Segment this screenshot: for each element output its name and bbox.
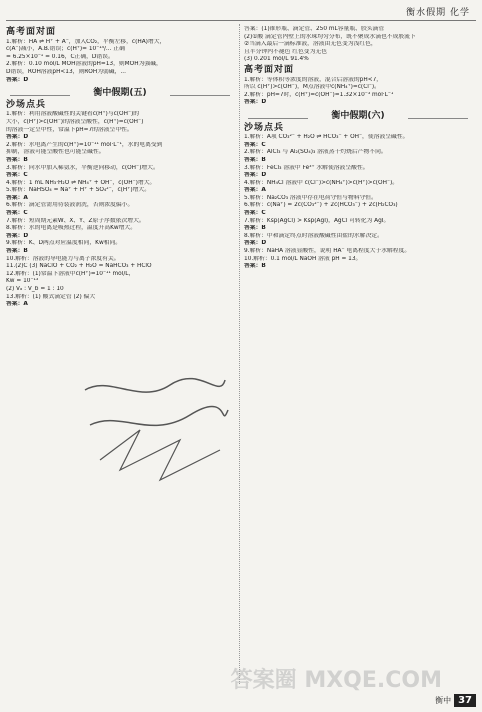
text-line: 1.解析：利用溶液酸碱性的关键看c(H⁺)与c(OH⁻)的 <box>6 111 140 118</box>
text-line: 1.解析：等体积等浓度的溶液，混合后溶液的pH<7， <box>244 76 383 83</box>
text-line: 4.解析：1 mL NH₃·H₂O ⇌ NH₄⁺ + OH⁻，c(OH⁻)增大。 <box>6 179 156 186</box>
text-line: Kw = 10⁻¹³ <box>6 278 39 285</box>
text-line: 6.解析：c(Na⁺) = 2c(CO₃²⁻) + 2c(HCO₃⁻) + 2c(H₂CO₃) <box>244 202 398 209</box>
text-line: 4.解析：NH₄Cl 溶液中 c(Cl⁻)>c(NH₄⁺)>c(H⁺)>c(OH⁻)。 <box>244 179 399 186</box>
text-line: 8.解析：水的电离是吸热过程，温度升高Kw增大。 <box>6 225 137 232</box>
answer: 答案：D <box>244 240 267 247</box>
answer: 答案：A <box>6 301 28 308</box>
text-line: (2) Vₐ : V_b = 1 : 10 <box>6 286 64 292</box>
text-line: 1.解析：HA ⇌ H⁺ + A⁻，加入CO₂，平衡左移，c(HA)增大， <box>6 38 166 45</box>
page-footer <box>435 695 476 706</box>
text-line: 6.解析：滴定管需用待装液润洗，否则浓度偏小。 <box>6 202 134 209</box>
watermark: 答案圈 MXQE.COM <box>230 668 442 693</box>
text-line: (3) 0.201 mol/L 91.4% <box>244 56 309 63</box>
text-line: 10.解析：溶液的导电能力与离子浓度有关。 <box>6 255 120 262</box>
text-line: 的溶液一定呈中性，常温下pH=7的溶液呈中性。 <box>6 126 133 133</box>
answer: 答案：C <box>244 141 266 148</box>
header-rule <box>6 20 476 21</box>
text-line: c(A⁻)减小，A.B.错误；c(H⁺)= 10⁻¹⁴/... 正确 <box>6 46 125 53</box>
text-line: 1.解析：A项 CO₃²⁻ + H₂O ⇌ HCO₃⁻ + OH⁻，使溶液呈碱性。 <box>244 134 409 141</box>
answer: 答案：D <box>244 172 267 179</box>
text-line: 3.解析：向水中加入稀氨水，平衡逆向移动，c(OH⁻)增大。 <box>6 164 159 171</box>
right-column <box>244 26 472 271</box>
left-column <box>6 26 234 309</box>
text-line: 12.解析：(1)常温下溶液中c(H⁺)=10⁻¹¹ mol/L， <box>6 270 135 277</box>
text-line: 且半分钟内不褪色 红色变为无色 <box>244 48 327 55</box>
answer: 答案：C <box>244 210 266 217</box>
text-line: 2.解析：AlCl₃ 与 Al₂(SO₄)₃ 溶液蒸干灼烧后产物不同。 <box>244 149 387 156</box>
text-line: 9.解析：NaHA 溶液显酸性，说明 HA⁻ 电离程度大于水解程度。 <box>244 248 411 255</box>
text-line: 抑制，溶液可能呈酸性也可能呈碱性。 <box>6 149 105 156</box>
text-line: 2.解析：0.10 mol/L MOH溶液的pH=13，则MOH为强碱， <box>6 61 162 68</box>
section-heading: 沙场点兵 <box>244 122 285 133</box>
page-header <box>0 0 482 22</box>
section-heading: 高考面对面 <box>244 64 295 75</box>
answer: 答案：D <box>6 76 29 83</box>
text-line: 5.解析：Na₂CO₃ 溶液中存在电荷守恒与物料守恒。 <box>244 194 377 201</box>
text-line: 13.解析：(1) 酸式滴定管 (2) 偏大 <box>6 293 96 300</box>
text-line: 大小，c(H⁺)>c(OH⁻)的溶液呈酸性，c(H⁺)=c(OH⁻) <box>6 118 144 125</box>
text-line: 3.解析：FeCl₃ 溶液中 Fe³⁺ 水解使溶液呈酸性。 <box>244 164 369 171</box>
header-title: 衡水假期 化学 <box>406 8 470 18</box>
chapter-heading: 衡中假期(六) <box>244 113 472 121</box>
section-heading: 沙场点兵 <box>6 99 47 110</box>
text-line: 2.解析：水电离产生的c(H⁺)=10⁻¹¹ mol·L⁻¹，水的电离受到 <box>6 141 163 148</box>
answer: 答案：D <box>6 232 29 239</box>
answer: 答案：C <box>6 172 28 179</box>
text-line: 所以 c(H⁺)>c(OH⁻)，M点溶液中c(NH₄⁺)=c(Cl⁻)。 <box>244 84 380 91</box>
answer: 答案：B <box>6 248 28 255</box>
answer: 答案：B <box>244 156 266 163</box>
text-line: 5.解析：NaHSO₄ = Na⁺ + H⁺ + SO₄²⁻，c(H⁺)增大。 <box>6 187 150 194</box>
text-line: 2.解析：pH=7时，c(H⁺)=c(OH⁻)=1.32×10⁻³ mol·L⁻¹ <box>244 91 394 98</box>
text-line: 7.解析：Ksp(AgCl) > Ksp(AgI)，AgCl 可转化为 AgI。 <box>244 217 390 224</box>
text-line: 答案：(1)锥形瓶、滴定管、250 mL容量瓶、胶头滴管 <box>244 26 385 32</box>
answer: 答案：B <box>244 225 266 232</box>
answer: 答案：D <box>6 134 29 141</box>
column-divider <box>239 24 240 684</box>
text-line: 10.解析：0.1 mol/L NaOH 溶液 pH = 13。 <box>244 255 362 262</box>
answer: 答案：B <box>6 156 28 163</box>
answer: 答案：B <box>244 263 266 270</box>
answer: 答案：A <box>6 194 28 201</box>
answer: 答案：D <box>244 99 267 106</box>
footer-label: 衡中 <box>435 696 452 705</box>
answer: 答案：C <box>6 210 28 217</box>
page-number: 37 <box>454 694 476 707</box>
text-line: ②当滴入最后一滴标准液，溶液由无色变为浅红色， <box>244 41 377 48</box>
text-line: D错误，ROH溶液pH<13，则ROH为弱碱，... <box>6 68 126 75</box>
text-line: 11.(2)C (3) NaClO + CO₂ + H₂O = NaHCO₃ + HClO <box>6 263 152 270</box>
text-line: = 6.25×10⁻¹ = 0.16，C正确，D错误。 <box>6 53 114 60</box>
text-line: 7.解析：短周期元素W、X、Y、Z原子序数依次增大。 <box>6 217 145 224</box>
text-line: 9.解析：K、D两点对应温度相同，Kw相同。 <box>6 240 122 247</box>
chapter-heading: 衡中假期(五) <box>6 90 234 98</box>
handwriting-scribble <box>80 370 230 490</box>
text-line: (2)①酸 滴定管内壁上的水珠均匀分布，既不聚成水滴也不成股流下 <box>244 33 416 40</box>
text-line: 8.解析：中和滴定终点时溶液酸碱性由盐的水解决定。 <box>244 232 383 239</box>
section-heading: 高考面对面 <box>6 27 57 37</box>
answer: 答案：A <box>244 187 266 194</box>
